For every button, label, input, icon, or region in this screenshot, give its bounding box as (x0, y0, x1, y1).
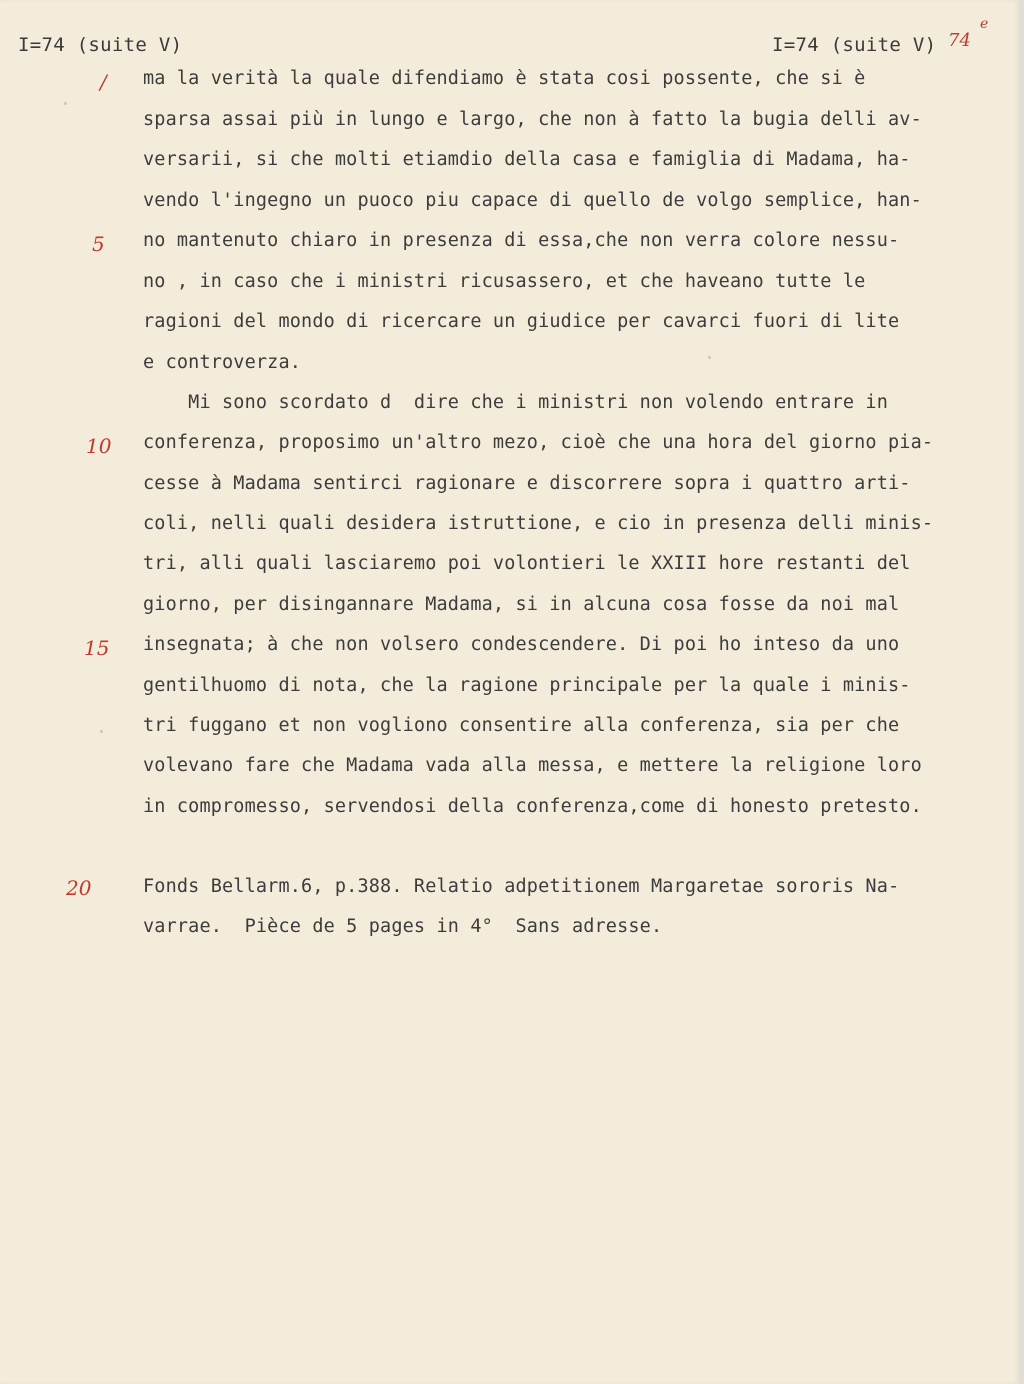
text-line: coli, nelli quali desidera istruttione, e cio in presenza delli minis- (143, 513, 934, 534)
text-line: ragioni del mondo di ricercare un giudice per cavarci fuori di lite (143, 311, 900, 332)
handwritten-page-number-suffix: e (980, 16, 989, 32)
text-line: cesse à Madama sentirci ragionare e discorrere sopra i quattro arti- (143, 473, 911, 494)
text-line: conferenza, proposimo un'altro mezo, cioè che una hora del giorno pia- (143, 432, 934, 453)
text-line: in compromesso, servendosi della conferenza,come di honesto pretesto. (143, 796, 922, 817)
text-line: no , in caso che i ministri ricusassero, et che haveano tutte le (143, 271, 866, 292)
text-line: sparsa assai più in lungo e largo, che non à fatto la bugia delli av- (143, 109, 922, 130)
text-line: volevano fare che Madama vada alla messa, e mettere la religione loro (143, 755, 922, 776)
text-line: gentilhuomo di nota, che la ragione principale per la quale i minis- (143, 675, 911, 696)
paper-speck (64, 102, 67, 105)
page-edge (1020, 0, 1024, 1384)
text-line: no mantenuto chiaro in presenza di essa,che non verra colore nessu- (143, 230, 900, 251)
margin-mark-1: / (100, 70, 107, 94)
header-left-reference: I=74 (suite V) (18, 34, 183, 56)
margin-mark-15: 15 (84, 636, 110, 660)
text-line: vendo l'ingegno un puoco piu capace di quello de volgo semplice, han- (143, 190, 922, 211)
text-line: tri, alli quali lasciaremo poi volontieri le XXIII hore restanti del (143, 553, 911, 574)
margin-mark-10: 10 (86, 434, 112, 458)
margin-mark-5: 5 (92, 232, 105, 256)
text-line: e controverza. (143, 352, 302, 373)
text-line: insegnata; à che non volsero condescendere. Di poi ho inteso da uno (143, 634, 900, 655)
handwritten-page-number: 74 (948, 30, 971, 51)
paper-speck (100, 730, 103, 733)
header-right-reference: I=74 (suite V) (772, 34, 937, 56)
source-note-line: varrae. Pièce de 5 pages in 4° Sans adresse. (143, 916, 663, 937)
text-line: versarii, si che molti etiamdio della casa e famiglia di Madama, ha- (143, 149, 911, 170)
text-line: giorno, per disingannare Madama, si in alcuna cosa fosse da noi mal (143, 594, 900, 615)
text-line: Mi sono scordato d dire che i ministri non volendo entrare in (143, 392, 889, 413)
margin-mark-20: 20 (66, 876, 92, 900)
source-note-line: Fonds Bellarm.6, p.388. Relatio adpetitionem Margaretae sororis Na- (143, 876, 900, 897)
text-line: ma la verità la quale difendiamo è stata cosi possente, che si è (143, 68, 866, 89)
paper-speck (708, 356, 711, 359)
text-line: tri fuggano et non vogliono consentire alla conferenza, sia per che (143, 715, 900, 736)
